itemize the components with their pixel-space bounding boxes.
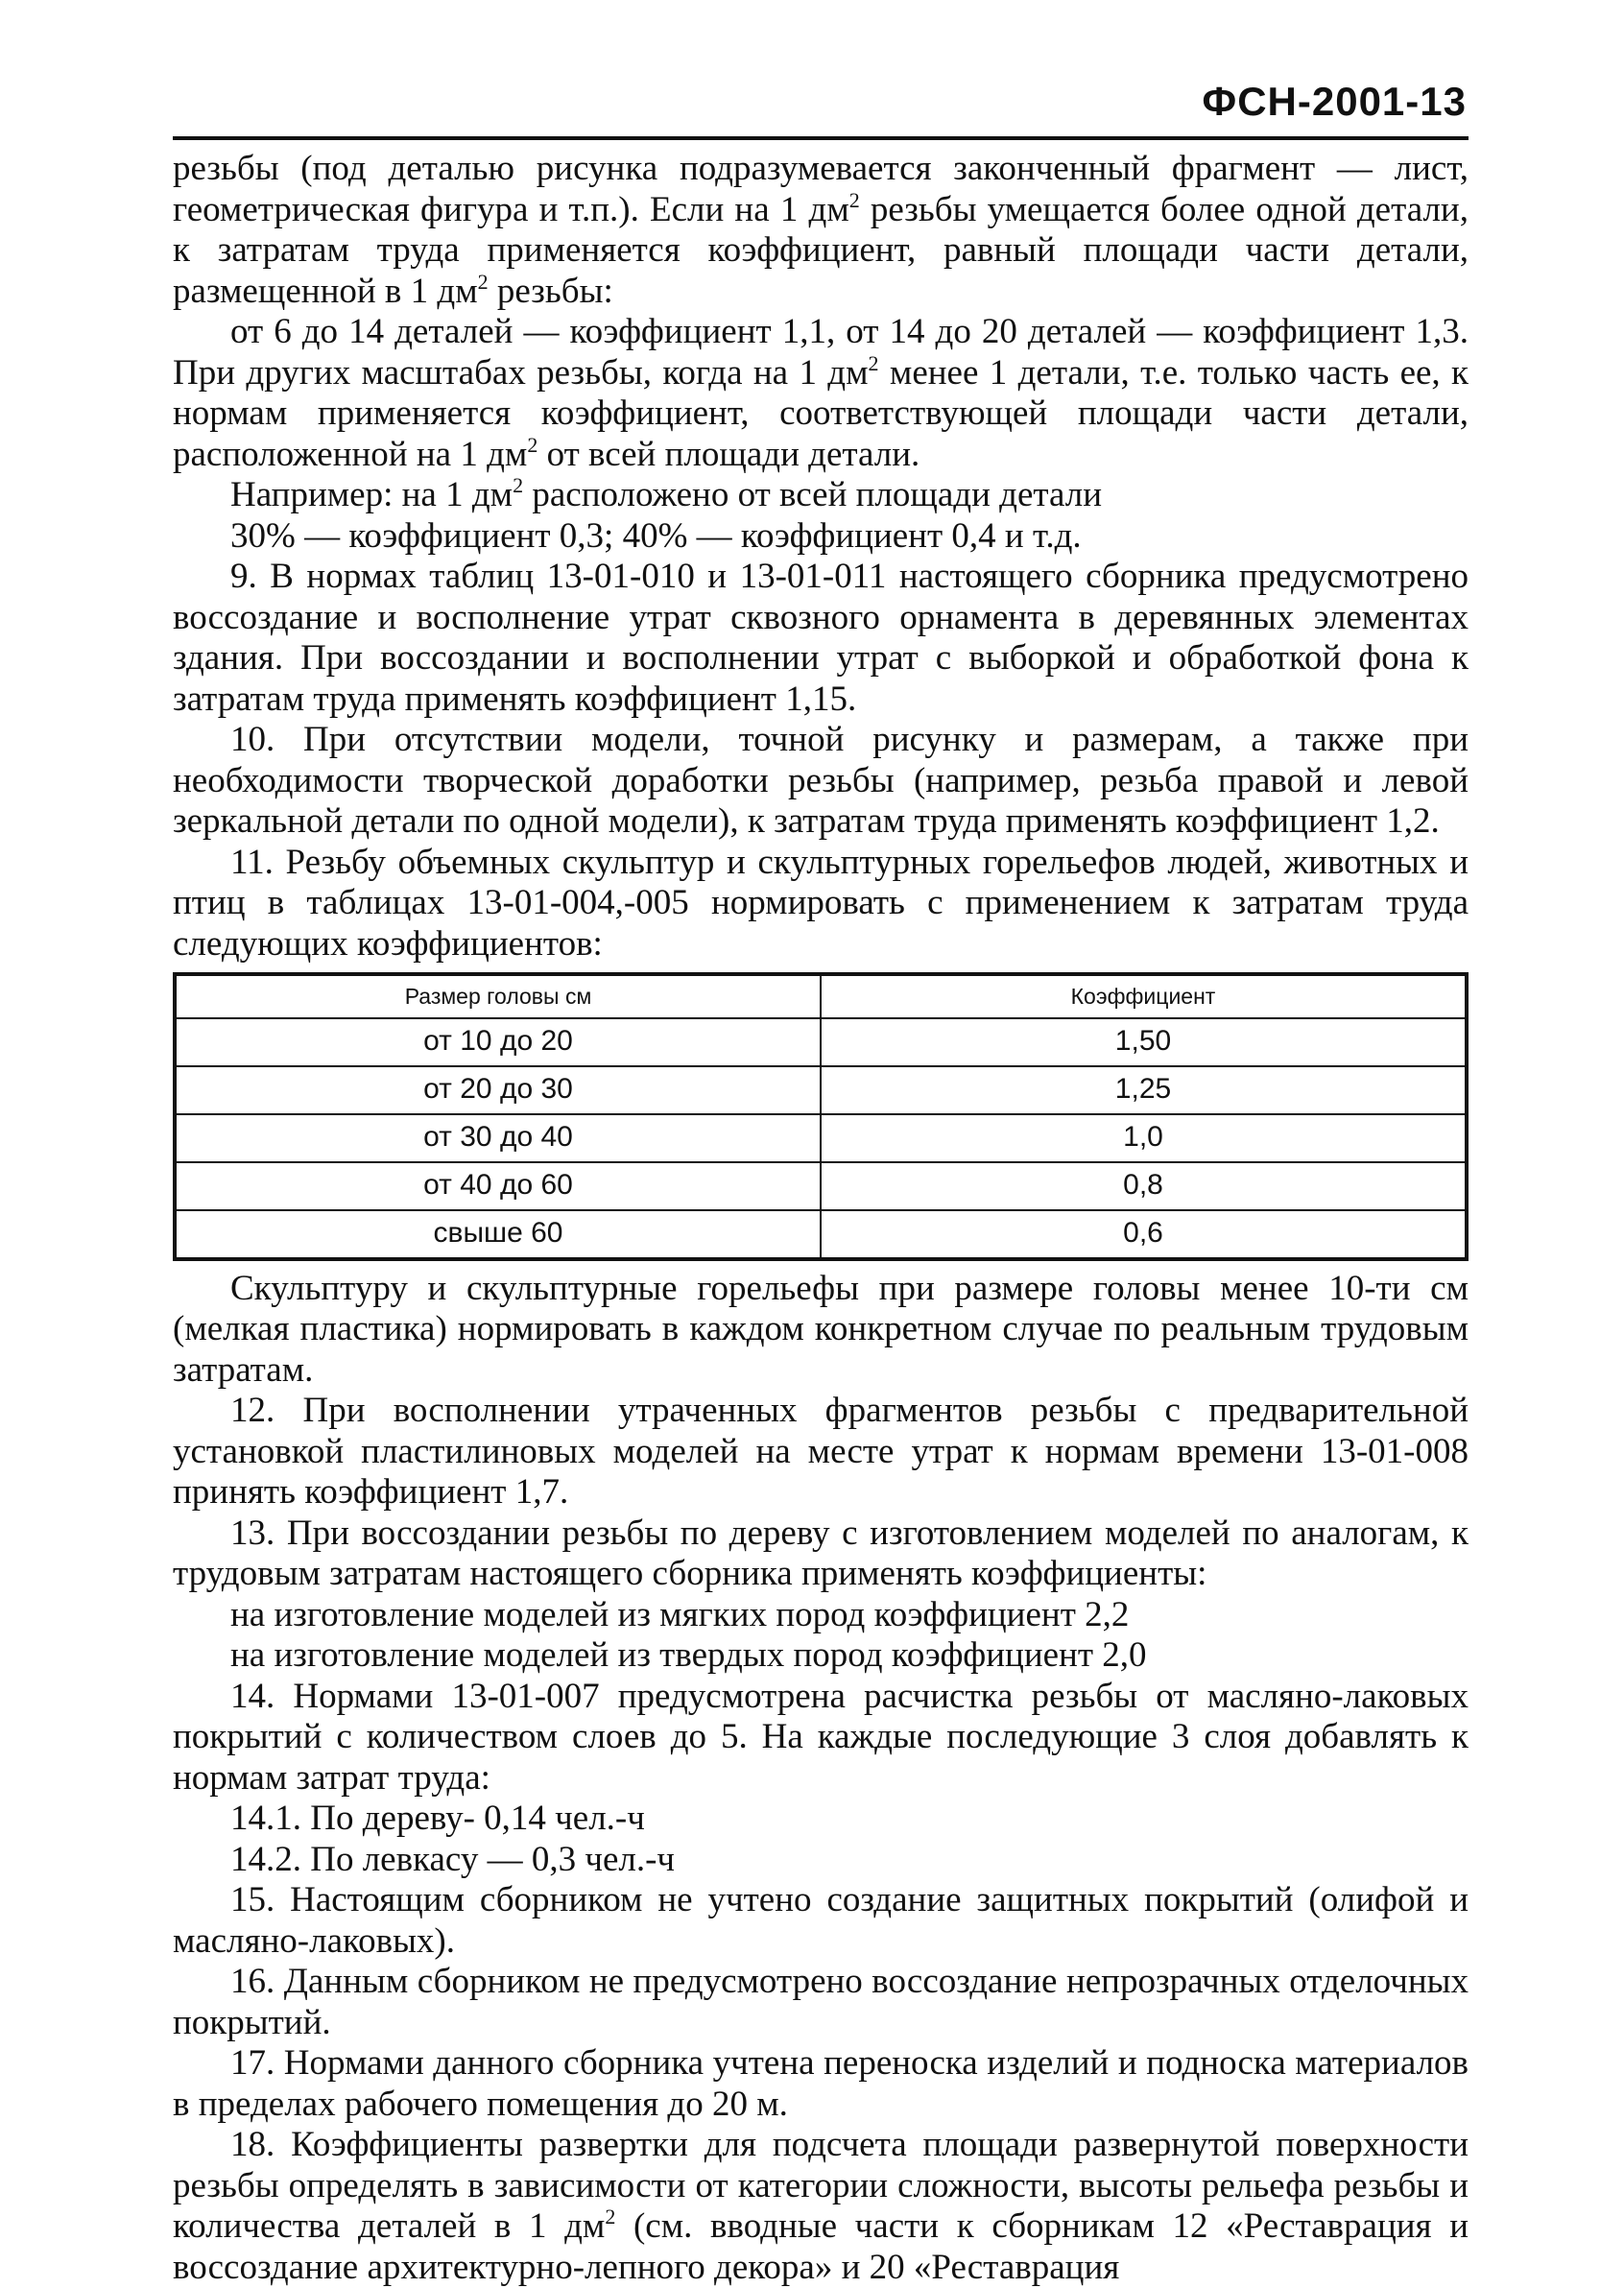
table-row	[175, 1018, 1467, 1066]
text-run: резьбы (под деталью рисунка подразумевается законченный фрагмент — лист, геометрическая фигура и т.п.). Если на 1 дм	[173, 149, 1469, 229]
paragraph-p-scale	[173, 312, 1469, 475]
text-run: от 6 до 14 деталей — коэффициент 1,1, от 14 до 20 деталей — коэффициент 1,3. При других масштабах резьбы, когда на 1 дм	[173, 312, 1469, 393]
document-code: ФСН-2001-13	[1202, 79, 1467, 125]
paragraph-p-cont	[173, 149, 1469, 312]
text-run: 10. При отсутствии модели, точной рисунку и размерам, а также при необходимости творческой доработки резьбы (например, резьба правой и левой зеркальной детали по одной модели), к затратам труда применять коэффициент 1,2.	[173, 720, 1469, 841]
table-cell-size: от 20 до 30	[175, 1066, 821, 1114]
text-run: 12. При восполнении утраченных фрагментов резьбы с предварительной установкой пластилиновых моделей на месте утрат к нормам времени 13-01-008 принять коэффициент 1,7.	[173, 1391, 1469, 1512]
table-header-cell: Коэффициент	[821, 974, 1467, 1018]
paragraph-p-example	[173, 475, 1469, 516]
table-row	[175, 1114, 1467, 1162]
text-run: менее 1 детали, т.е. только часть ее, к нормам применяется коэффициент, соответствующей площади части детали, расположенной на 1 дм	[173, 353, 1469, 474]
table-cell-coefficient: 1,50	[821, 1018, 1467, 1066]
table-cell-size: от 40 до 60	[175, 1162, 821, 1210]
table-header-cell: Размер головы см	[175, 974, 821, 1018]
bottom-paragraphs	[173, 1269, 1469, 2288]
text-run: 9. В нормах таблиц 13-01-010 и 13-01-011 настоящего сборника предусмотрено воссоздание и восполнение утрат сквозного орнамента в деревянных элементах здания. При воссоздании и восполнении утрат с выборкой и обработкой фона к затратам труда применять коэффициент 1,15.	[173, 557, 1469, 719]
paragraph-p-13	[173, 1513, 1469, 1595]
text-run: 11. Резьбу объемных скульптур и скульптурных горельефов людей, животных и птиц в таблицах 13-01-004,-005 нормировать с применением к затратам труда следующих коэффициентов:	[173, 843, 1469, 964]
paragraph-p-14-2	[173, 1840, 1469, 1881]
paragraph-p-13a	[173, 1595, 1469, 1636]
text-run: 18. Коэффициенты развертки для подсчета площади развернутой поверхности резьбы определять в зависимости от категории сложности, высоты рельефа резьбы и количества деталей в 1 дм	[173, 2125, 1469, 2246]
text-run: 13. При воссоздании резьбы по дереву с изготовлением моделей по аналогам, к трудовым затратам настоящего сборника применять коэффициенты:	[173, 1513, 1469, 1594]
text-run: 15. Настоящим сборником не учтено создание защитных покрытий (олифой и масляно-лаковых).	[173, 1880, 1469, 1961]
text-run: (см. вводные части к сборникам 12 «Реставрация и воссоздание архитектурно-лепного декора» и 20 «Реставрация	[173, 2206, 1469, 2287]
text-run: 14. Нормами 13-01-007 предусмотрена расчистка резьбы от масляно-лаковых покрытий с количеством слоев до 5. На каждые последующие 3 слоя добавлять к нормам затрат труда:	[173, 1677, 1469, 1798]
text-run: 14.1. По дереву- 0,14 чел.-ч	[230, 1799, 645, 1838]
table-row	[175, 1210, 1467, 1259]
text-run: на изготовление моделей из твердых пород коэффициент 2,0	[230, 1635, 1147, 1675]
superscript: 2	[513, 473, 523, 497]
superscript: 2	[605, 2205, 615, 2228]
text-run: Скульптуру и скульптурные горельефы при размере головы менее 10-ти см (мелкая пластика) нормировать в каждом конкретном случае по реальным трудовым затратам.	[173, 1269, 1469, 1390]
table-cell-coefficient: 1,25	[821, 1066, 1467, 1114]
table-cell-size: от 10 до 20	[175, 1018, 821, 1066]
paragraph-p-18	[173, 2125, 1469, 2288]
text-run: от всей площади детали.	[537, 435, 919, 474]
paragraph-p-sculpt	[173, 1269, 1469, 1392]
paragraph-p-15	[173, 1880, 1469, 1962]
superscript: 2	[869, 351, 879, 375]
text-run: 16. Данным сборником не предусмотрено воссоздание непрозрачных отделочных покрытий.	[173, 1962, 1469, 2042]
text-run: 17. Нормами данного сборника учтена переноска изделий и подноска материалов в пределах рабочего помещения до 20 м.	[173, 2043, 1469, 2124]
text-run: Например: на 1 дм	[230, 475, 513, 514]
header-divider	[173, 136, 1469, 140]
table-header-row	[175, 974, 1467, 1018]
paragraph-p-17	[173, 2043, 1469, 2125]
top-paragraphs	[173, 149, 1469, 965]
paragraph-p-16	[173, 1962, 1469, 2043]
table-cell-coefficient: 1,0	[821, 1114, 1467, 1162]
text-run: резьбы умещается более одной детали, к затратам труда применяется коэффициент, равный площади части детали, размещенной в 1 дм	[173, 190, 1469, 311]
text-run: расположено от всей площади детали	[523, 475, 1102, 514]
paragraph-p-12	[173, 1391, 1469, 1513]
superscript: 2	[478, 270, 489, 294]
paragraph-p-10	[173, 720, 1469, 843]
table-cell-size: свыше 60	[175, 1210, 821, 1259]
table-cell-coefficient: 0,6	[821, 1210, 1467, 1259]
text-run: резьбы:	[489, 272, 613, 311]
table-cell-size: от 30 до 40	[175, 1114, 821, 1162]
page-body	[173, 149, 1469, 2288]
paragraph-p-14	[173, 1677, 1469, 1799]
paragraph-p-9	[173, 557, 1469, 720]
paragraph-p-14-1	[173, 1799, 1469, 1840]
text-run: на изготовление моделей из мягких пород коэффициент 2,2	[230, 1595, 1129, 1634]
text-run: 14.2. По левкасу — 0,3 чел.-ч	[230, 1840, 675, 1879]
table-cell-coefficient: 0,8	[821, 1162, 1467, 1210]
text-run: 30% — коэффициент 0,3; 40% — коэффициент 0,4 и т.д.	[230, 516, 1082, 556]
paragraph-p-13b	[173, 1635, 1469, 1677]
superscript: 2	[527, 433, 537, 457]
paragraph-p-percent	[173, 516, 1469, 558]
superscript: 2	[849, 188, 860, 212]
table-row	[175, 1066, 1467, 1114]
table-row	[175, 1162, 1467, 1210]
paragraph-p-11	[173, 843, 1469, 965]
coefficient-table	[173, 972, 1469, 1261]
